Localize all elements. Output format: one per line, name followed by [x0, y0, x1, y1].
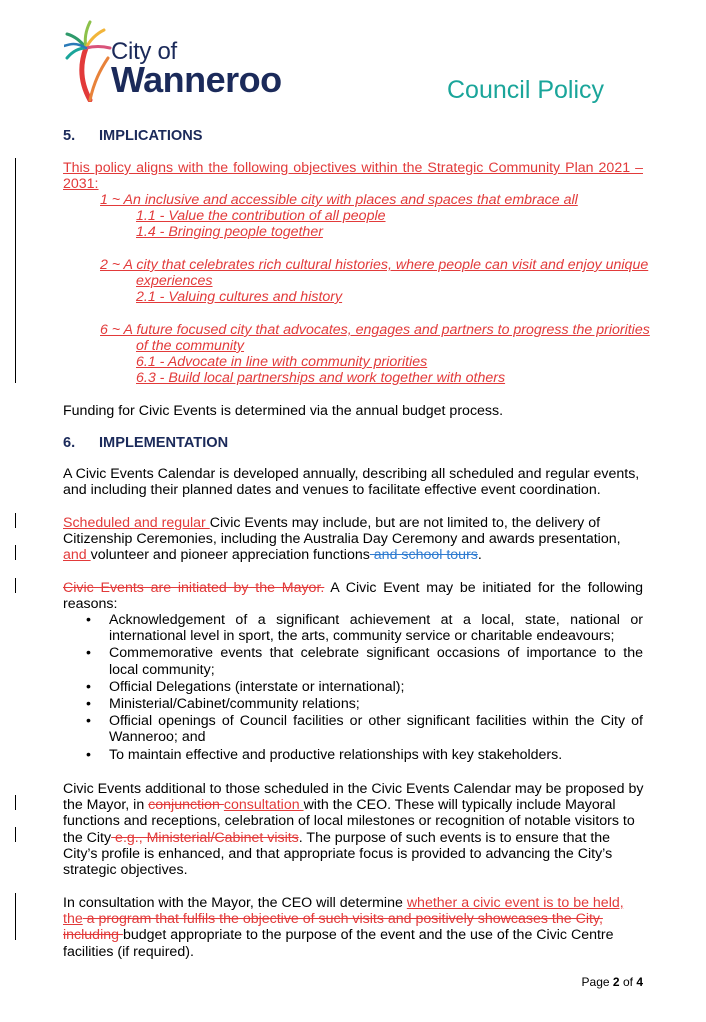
change-bar [15, 795, 16, 810]
initiation-paragraph [63, 580, 643, 596]
change-bar [15, 578, 16, 593]
section-6-heading [63, 434, 228, 452]
objective-2-cont: experiences [136, 273, 213, 289]
page-number [582, 975, 643, 989]
deleted-text: e.g., Ministerial/Cabinet visits [111, 829, 299, 846]
section-5-heading [63, 127, 203, 145]
objective-6-1: 6.1 - Advocate in line with community priorities [136, 354, 428, 370]
objective-1-1: 1.1 - Value the contribution of all people [136, 208, 386, 224]
objective-1: 1 ~ An inclusive and accessible city with places and spaces that embrace all [100, 192, 578, 208]
current-page: 2 [612, 975, 620, 989]
list-item: • Official openings of Council facilities or other significant facilities within the City of Wanneroo; and [63, 713, 643, 745]
list-item: • Commemorative events that celebrate significant occasions of importance to the local community; [63, 645, 643, 677]
list-item: • Acknowledgement of a significant achievement at a local, state, national or international level in sport, the arts, community service or charitable endeavours; [63, 612, 643, 644]
paragraph-text: . The purpose of such events is to ensure that the City’s profile is enhanced, and that appropriate focus is provided to advancing the City’s strategic objectives. [63, 829, 613, 879]
paragraph-text: . [477, 547, 482, 564]
logo-mark-icon [64, 18, 114, 102]
deleted-text: a program that fulfils the objective of such visits and positively showcases the City, including [63, 911, 603, 944]
objective-6: 6 ~ A future focused city that advocates, engages and partners to progress the priorities [100, 322, 650, 338]
list-item: • To maintain effective and productive relationships with key stakeholders. [63, 747, 643, 763]
logo-text-city-of: City of [111, 38, 177, 65]
logo-text-wanneroo: Wanneroo [111, 59, 282, 100]
objective-6-cont: of the community [136, 338, 245, 354]
paragraph-text: A Civic Event may be initiated for the following [324, 580, 643, 596]
deleted-text: Civic Events are initiated by the Mayor. [63, 580, 325, 596]
objective-1-4: 1.4 - Bringing people together [136, 224, 323, 240]
deleted-text: and school tours [369, 547, 478, 564]
deleted-text: conjunction [148, 797, 224, 814]
total-pages: 4 [636, 975, 643, 989]
change-bar [15, 158, 16, 383]
inserted-text: whether a civic event is to be held, the [63, 895, 624, 928]
change-bar [15, 545, 16, 560]
of-word: of [622, 975, 633, 989]
strategic-plan-intro: This policy aligns with the following objectives within the Strategic Community Plan 2021 – [63, 160, 643, 176]
events-include-paragraph [63, 515, 645, 564]
change-bar [15, 893, 16, 940]
document-type-title: Council Policy [447, 76, 605, 104]
paragraph-text: Civic Events may include, but are not limited to, the delivery of Citizenship Ceremonies, including the Australia Day Ceremony and awards presentation, [63, 515, 621, 548]
objective-2-1: 2.1 - Valuing cultures and history [136, 289, 343, 305]
page-word: Page [581, 975, 610, 989]
section-number: 6. [63, 435, 76, 451]
objective-2: 2 ~ A city that celebrates rich cultural histories, where people can visit and enjoy unique [100, 257, 649, 273]
inserted-text: consultation [223, 797, 304, 814]
paragraph-text: volunteer and pioneer appreciation functions [90, 547, 370, 564]
paragraph-text: with the CEO. These will typically include Mayoral functions and receptions, celebration of local milestones or recognition of notable visitors to the City [63, 797, 635, 846]
list-item: • Official Delegations (interstate or international); [63, 679, 643, 695]
paragraph-text: In consultation with the Mayor, the CEO will determine [63, 895, 407, 911]
calendar-paragraph: A Civic Events Calendar is developed annually, describing all scheduled and regular events, and including their planned dates and venues to facilitate effective event coordination. [63, 466, 640, 499]
objective-6-3: 6.3 - Build local partnerships and work together with others [136, 370, 506, 386]
strategic-plan-intro-end: 2031: [63, 176, 99, 192]
paragraph-text: budget appropriate to the purpose of the event and the use of the Civic Centre facilities (if required). [63, 927, 614, 960]
section-number: 5. [63, 128, 76, 144]
reasons-list [63, 612, 643, 764]
ceo-determination-paragraph [63, 895, 645, 960]
initiation-paragraph-end: reasons: [63, 596, 118, 612]
change-bar [15, 513, 16, 528]
inserted-text: Scheduled and regular [63, 515, 210, 531]
list-item: • Ministerial/Cabinet/community relations; [63, 696, 643, 712]
inserted-text: and [63, 547, 91, 564]
section-title: IMPLEMENTATION [99, 435, 229, 451]
section-title: IMPLICATIONS [99, 128, 203, 144]
funding-statement: Funding for Civic Events is determined via the annual budget process. [63, 403, 504, 419]
change-bar [15, 827, 16, 842]
additional-events-paragraph [63, 781, 645, 878]
paragraph-text: Civic Events additional to those scheduled in the Civic Events Calendar may be proposed by the Mayor, in [63, 781, 644, 814]
